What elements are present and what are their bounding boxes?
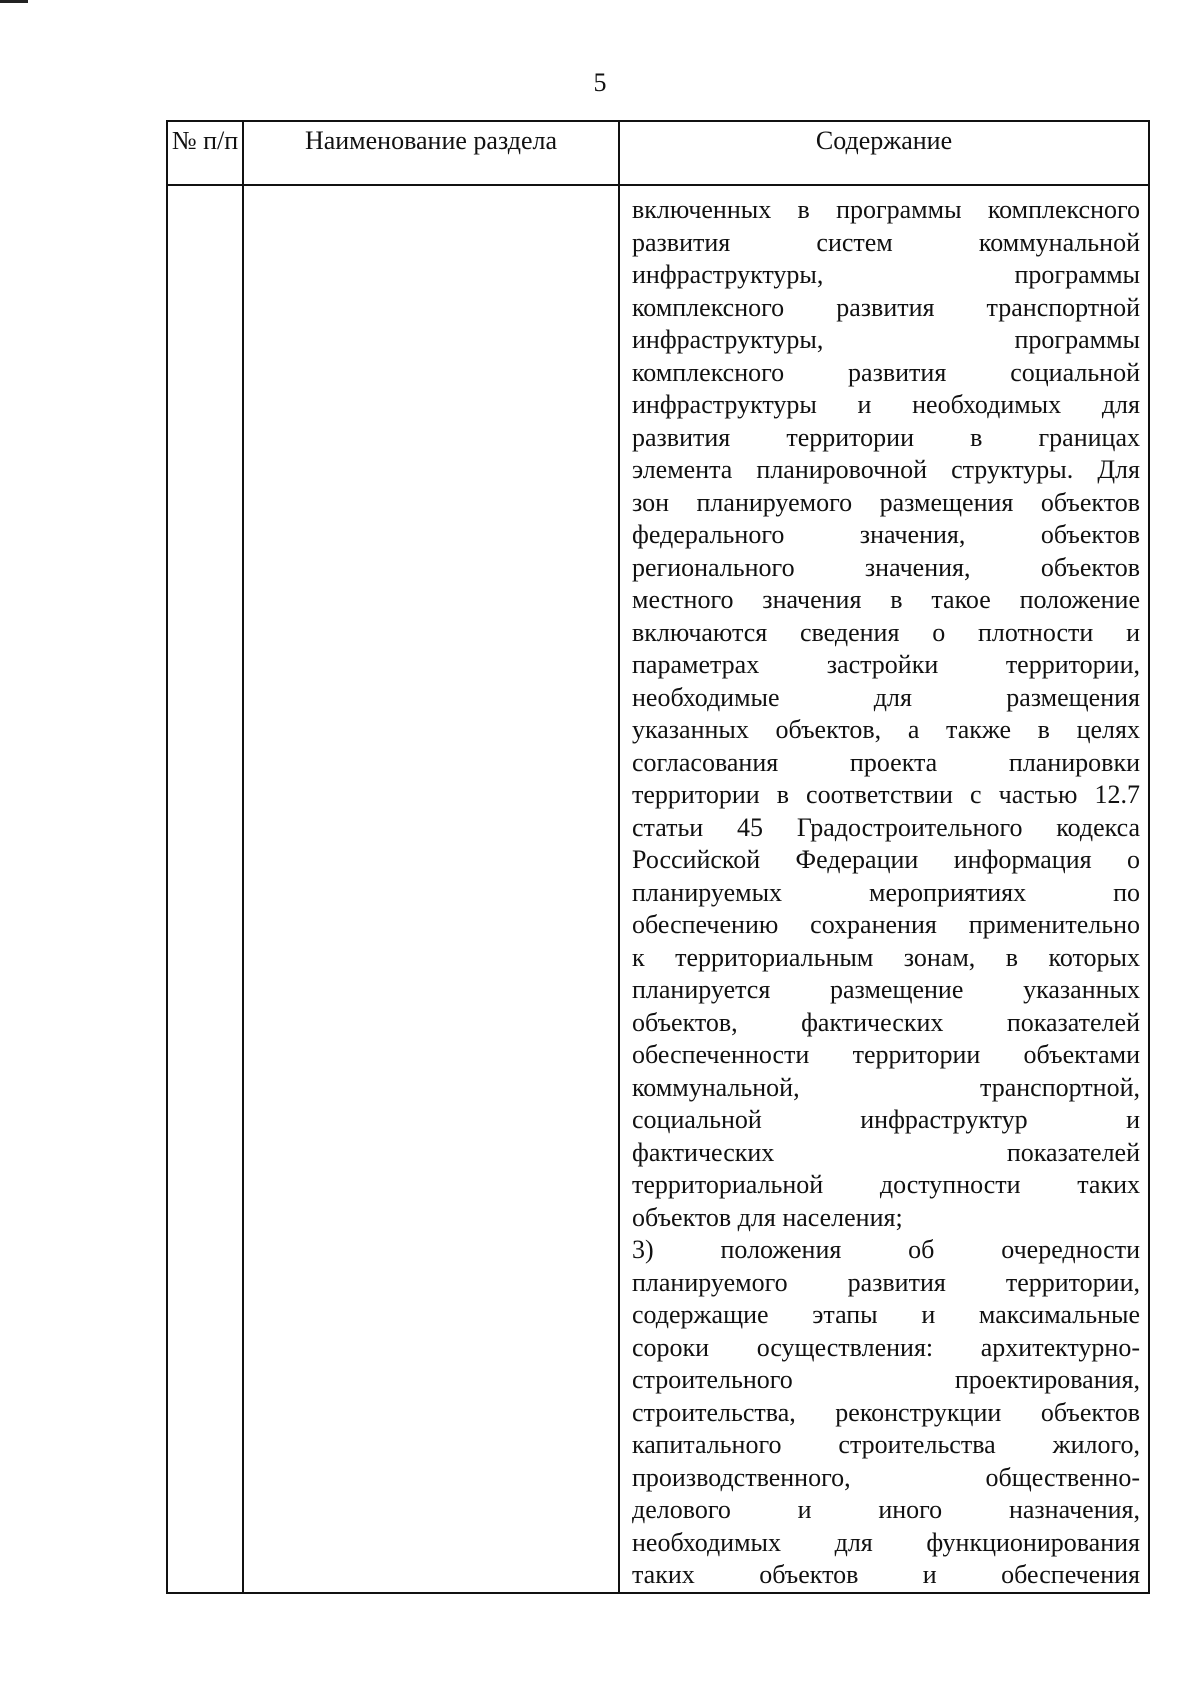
header-section-name: Наименование раздела [243, 121, 619, 185]
content-line: обеспеченности территории объектами [632, 1040, 1140, 1069]
header-number: № п/п [167, 121, 243, 185]
content-line: инфраструктуры, программы [632, 260, 1140, 289]
content-line: согласования проекта планировки [632, 747, 1140, 777]
page-number: 5 [593, 68, 607, 97]
content-line: Российской Федерации информация о [632, 845, 1140, 874]
content-line: развития систем коммунальной [632, 227, 1140, 257]
content-line: 3) положения об очередности [632, 1235, 1140, 1264]
content-line: включаются сведения о плотности и [632, 617, 1140, 647]
content-line: развития территории в границах [632, 422, 1140, 452]
content-line: фактических показателей [632, 1137, 1140, 1167]
content-line: коммунальной, транспортной, [632, 1072, 1140, 1102]
content-line: необходимых для функционирования [632, 1527, 1140, 1557]
content-line: социальной инфраструктур и [632, 1105, 1140, 1134]
content-line: территориальной доступности таких [632, 1170, 1140, 1199]
content-line: строительства, реконструкции объектов [632, 1397, 1140, 1427]
content-line: комплексного развития социальной [632, 357, 1140, 387]
content-line: инфраструктуры и необходимых для [632, 390, 1140, 419]
content-line: содержащие этапы и максимальные [632, 1300, 1140, 1329]
content-line: делового и иного назначения, [632, 1495, 1140, 1524]
content-line: территории в соответствии с частью 12.7 [632, 780, 1140, 809]
content-line: обеспечению сохранения применительно [632, 910, 1140, 939]
content-line: необходимые для размещения [632, 682, 1140, 712]
content-line: федерального значения, объектов [632, 520, 1140, 549]
scan-edge-mark [0, 0, 28, 3]
row-content-cell [619, 185, 1149, 1593]
content-line: производственного, общественно- [632, 1462, 1140, 1492]
content-line: инфраструктуры, программы [632, 325, 1140, 354]
content-line: регионального значения, объектов [632, 552, 1140, 582]
content-line: указанных объектов, а также в целях [632, 715, 1140, 744]
content-paragraph [632, 194, 1140, 1592]
table-row [167, 185, 1149, 1593]
content-line: планируемого развития территории, [632, 1267, 1140, 1297]
content-line: комплексного развития транспортной [632, 292, 1140, 322]
content-line: планируемых мероприятиях по [632, 877, 1140, 907]
content-line: таких объектов и обеспечения [632, 1560, 1140, 1589]
content-line: строительного проектирования, [632, 1365, 1140, 1394]
content-line: сороки осуществления: архитектурно- [632, 1332, 1140, 1362]
row-number-cell [167, 185, 243, 1593]
content-line: элемента планировочной структуры. Для [632, 455, 1140, 484]
row-section-name-cell [243, 185, 619, 1593]
content-line: включенных в программы комплексного [632, 195, 1140, 224]
content-line: зон планируемого размещения объектов [632, 487, 1140, 517]
content-line: местного значения в такое положение [632, 585, 1140, 614]
content-line: объектов для населения; [632, 1202, 903, 1232]
content-line: объектов, фактических показателей [632, 1007, 1140, 1037]
content-line: статьи 45 Градостроительного кодекса [632, 812, 1140, 842]
content-line: параметрах застройки территории, [632, 650, 1140, 679]
section-table [166, 120, 1150, 1594]
content-line: к территориальным зонам, в которых [632, 942, 1140, 972]
header-content: Содержание [619, 121, 1149, 185]
content-line: капитального строительства жилого, [632, 1430, 1140, 1459]
table-header-row [167, 121, 1149, 185]
content-line: планируется размещение указанных [632, 975, 1140, 1004]
